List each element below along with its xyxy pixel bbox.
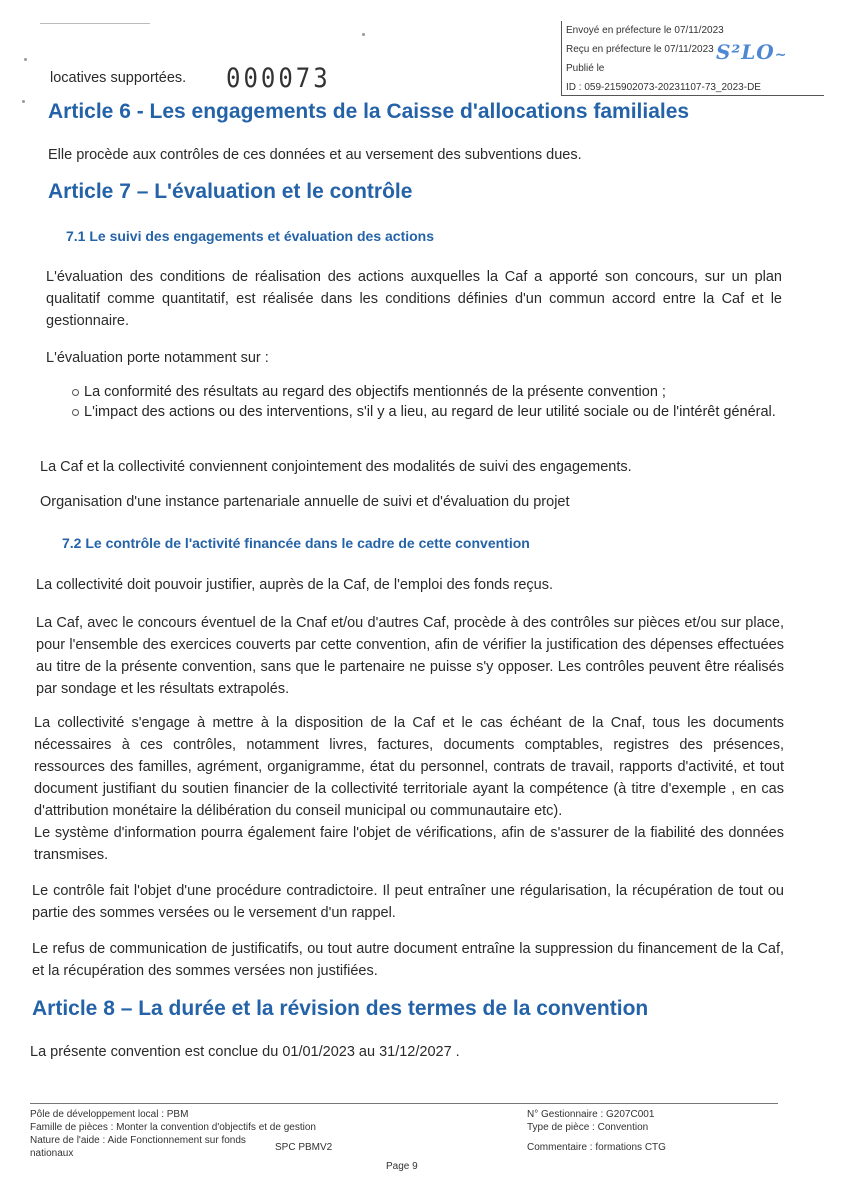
scan-dot bbox=[24, 58, 27, 61]
section-7-2-paragraph-6: Le refus de communication de justificatifs, ou tout autre document entraîne la suppression du financement de la Caf, et la récupération des sommes versées non justifiées. bbox=[32, 941, 784, 979]
page-number: Page 9 bbox=[386, 1161, 418, 1172]
article-8-title: Article 8 – La durée et la révision des termes de la convention bbox=[32, 997, 649, 1020]
footer-document-type: Type de pièce : Convention bbox=[527, 1122, 649, 1133]
section-7-1-title: 7.1 Le suivi des engagements et évaluation des actions bbox=[66, 228, 435, 244]
handwritten-number: 000073 bbox=[226, 62, 331, 94]
footer-aid-nature: Nature de l'aide : Aide Fonctionnement sur fonds bbox=[30, 1135, 246, 1146]
section-7-1-organisation: Organisation d'une instance partenariale annuelle de suivi et d'évaluation du projet bbox=[40, 494, 570, 510]
footer-pole: Pôle de développement local : PBM bbox=[30, 1109, 189, 1120]
scan-mark bbox=[40, 23, 150, 25]
stamp-published: Publié le bbox=[566, 63, 605, 74]
article-6-title: Article 6 - Les engagements de la Caisse d'allocations familiales bbox=[48, 100, 690, 123]
section-7-2-paragraph-5: Le contrôle fait l'objet d'une procédure contradictoire. Il peut entraîner une régularisation, la récupération de tout ou partie des sommes versées ou le versement d'un rappel. bbox=[32, 883, 784, 921]
list-item: La conformité des résultats au regard des objectifs mentionnés de la présente convention ; bbox=[70, 382, 782, 402]
scan-dot bbox=[362, 33, 365, 36]
continuation-text: locatives supportées. bbox=[50, 70, 187, 86]
footer-divider bbox=[30, 1103, 778, 1104]
stamp-sent-date: Envoyé en préfecture le 07/11/2023 bbox=[566, 25, 724, 36]
section-7-1-followup: La Caf et la collectivité conviennent conjointement des modalités de suivi des engagements. bbox=[40, 459, 632, 475]
section-7-2-paragraph-1: La collectivité doit pouvoir justifier, auprès de la Caf, de l'emploi des fonds reçus. bbox=[36, 577, 553, 593]
article-8-paragraph: La présente convention est conclue du 01/01/2023 au 31/12/2027 . bbox=[30, 1044, 460, 1060]
section-7-2-title: 7.2 Le contrôle de l'activité financée dans le cadre de cette convention bbox=[62, 535, 530, 551]
stamp-received-date: Reçu en préfecture le 07/11/2023 bbox=[566, 44, 714, 55]
section-7-2-paragraph-4: Le système d'information pourra également faire l'objet de vérifications, afin de s'assurer de la fiabilité des données transmises. bbox=[34, 825, 784, 863]
section-7-2-paragraph-2: La Caf, avec le concours éventuel de la Cnaf et/ou d'autres Caf, procède à des contrôles sur pièces et/ou sur place, pour l'ensemble des exercices couverts par cette convention, afin de vérifier la justification des dépenses effectuées au titre de la présente convention, sans que le partenaire ne puisse s'y opposer. Les contrôles peuvent être réalisés par sondage et les résultats extrapolés. bbox=[36, 615, 784, 697]
footer-aid-nature-cont: nationaux bbox=[30, 1148, 74, 1159]
s2lo-logo: S²LO~ bbox=[716, 40, 788, 64]
footer-manager-number: N° Gestionnaire : G207C001 bbox=[527, 1109, 655, 1120]
scan-dot bbox=[22, 100, 25, 103]
section-7-2-paragraph-3: La collectivité s'engage à mettre à la disposition de la Caf et le cas échéant de la Cnaf, tous les documents nécessaires à ces contrôles, notamment livres, factures, documents comptables, registres des présences, ressources des familles, agrément, organigramme, état du personnel, contrats de travail, rapports d'activité, et tout document justifiant du soutien financier de la collectivité territoriale ayant la compétence (à titre d'exemple , en cas d'attribution monétaire la délibération du conseil municipal ou communautaire etc). bbox=[34, 715, 784, 819]
footer-spc: SPC PBMV2 bbox=[275, 1142, 333, 1153]
article-7-title: Article 7 – L'évaluation et le contrôle bbox=[48, 180, 413, 203]
stamp-id: ID : 059-215902073-20231107-73_2023-DE bbox=[566, 82, 761, 93]
article-6-paragraph: Elle procède aux contrôles de ces données et au versement des subventions dues. bbox=[48, 147, 582, 163]
list-item: L'impact des actions ou des interventions, s'il y a lieu, au regard de leur utilité sociale ou de l'intérêt général. bbox=[70, 402, 782, 422]
footer-family: Famille de pièces : Monter la convention d'objectifs et de gestion bbox=[30, 1122, 316, 1133]
footer-comment: Commentaire : formations CTG bbox=[527, 1142, 666, 1153]
section-7-1-paragraph: L'évaluation des conditions de réalisation des actions auxquelles la Caf a apporté son concours, sur un plan qualitatif comme quantitatif, est réalisée dans les conditions définies d'un commun accord entre la Caf et le gestionnaire. bbox=[46, 269, 782, 329]
evaluation-criteria-list bbox=[70, 382, 782, 422]
section-7-1-intro: L'évaluation porte notamment sur : bbox=[46, 350, 269, 366]
